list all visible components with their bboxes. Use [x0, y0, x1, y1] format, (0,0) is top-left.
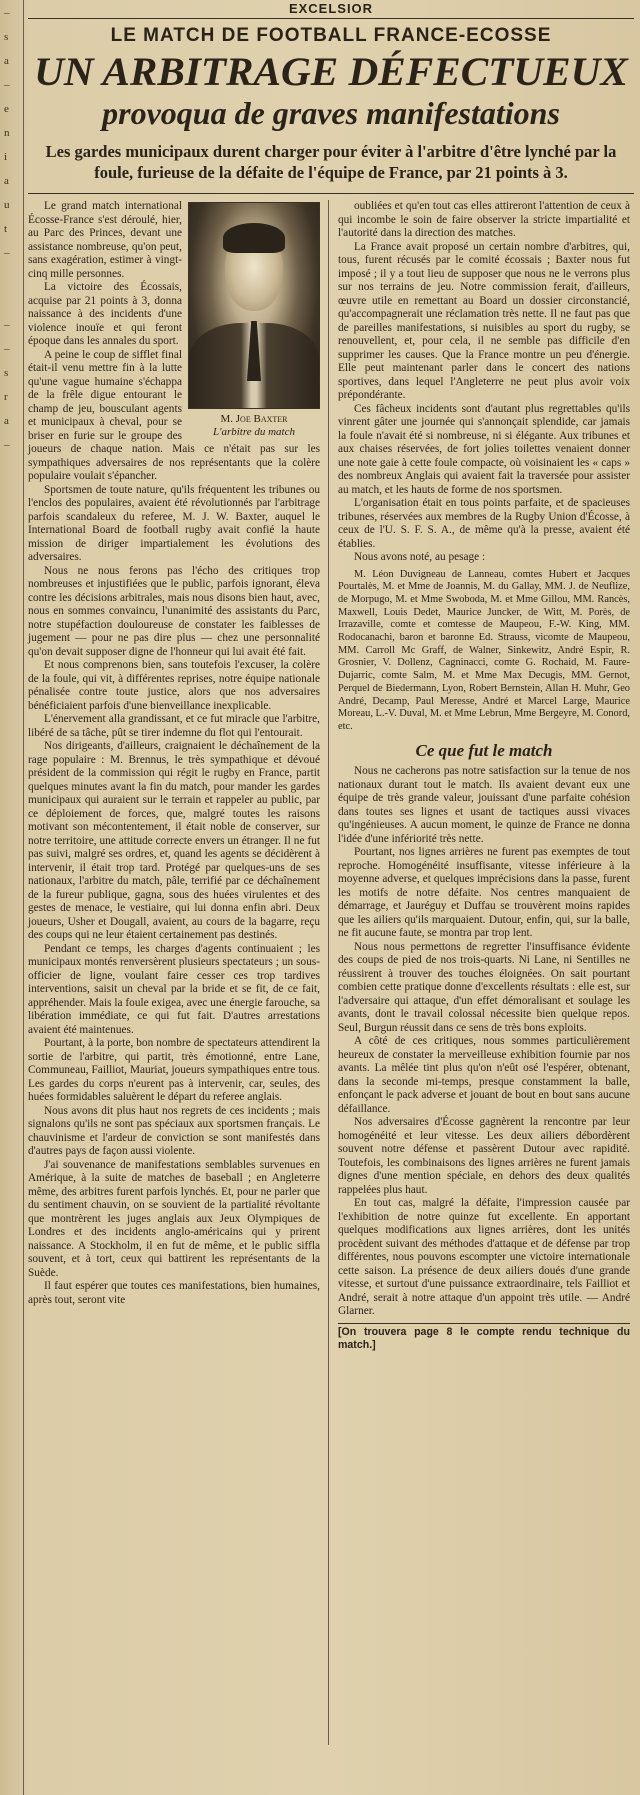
gutter-fragment: t: [4, 223, 8, 235]
gutter-fragment: –: [4, 439, 10, 451]
gutter-fragment: s: [4, 367, 9, 379]
paragraph: L'organisation était en tous points parfaite, et de spacieuses tribunes, réservées aux membres de la Rugby Union d'Écosse, à ceux de l'U. S. F. S. A., de même qu'à la presse, avaient été établies.: [338, 497, 630, 550]
headline-main: UN ARBITRAGE DÉFECTUEUX: [34, 49, 628, 94]
gutter-fragment: –: [4, 7, 10, 19]
paragraph: A côté de ces critiques, nous sommes particulièrement heureux de constater la merveilleuse exhibition fournie par nos avants. La mêlée tint plus qu'on n'eût osé l'espérer, obtenant, dans la seconde mi-temps, presque constamment la balle, enfonçant le pack adverse et jouant de bout en bout sans aucune défaillance.: [338, 1035, 630, 1115]
gutter-fragment: e: [4, 103, 9, 115]
paragraph: Nous ne cacherons pas notre satisfaction sur la tenue de nos nationaux durant tout le match. Ils avaient devant eux une équipe de très grande valeur, jouissant d'une parfaite cohésion dans toutes ses lignes et usant de tactiques aussi vivaces qu'ingénieuses. A aucun moment, le quinze de France ne donna l'idée d'une infériorité très nette.: [338, 765, 630, 845]
column-rule: [328, 200, 329, 1745]
right-text-a: [338, 200, 630, 565]
paragraph: Le grand match international Écosse-France s'est déroulé, hier, au Parc des Princes, devant une assistance nombreuse, qu'on peut, sans exagération, estimer à vingt-cinq mille personnes.: [28, 200, 182, 280]
gutter-fragment: s: [4, 31, 9, 43]
paragraph: La victoire des Écossais, acquise par 21 points à 3, donna naissance à des incidents d'une violence inouïe et qui feront époque dans les annales du sport.: [28, 281, 182, 347]
referee-photo: [188, 202, 320, 436]
gutter-fragment: [4, 294, 22, 310]
column-right: [338, 200, 630, 1352]
footer-note: [On trouvera page 8 le compte rendu technique du match.]: [338, 1323, 630, 1352]
paragraph: La France avait proposé un certain nombre d'arbitres, qui, tous, furent récusés par le comité écossais ; Baxter nous fut imposé ; il y a tout lieu de supposer que nous ne le verrons plus sur nos terrains de jeu. Notre commission ferait, d'ailleurs, œuvre utile en remettant au Board un dossier circonstancié, qu'accompagnerait une réclamation très nette. Il ne faut pas que de pareilles manifestations, si nuisibles au sport du rugby, se renouvellent, et, pour cela, il ne semble pas difficile d'en supprimer les causes. Que la France montre un peu d'énergie. Elle peut maintenant parler dans le concert des nations sportives, dans lequel l'Angleterre ne peut plus avoir voix prépondérante.: [338, 240, 630, 401]
paragraph: Pourtant, nos lignes arrières ne furent pas exemptes de tout reproche. Homogénéité insuffisante, vitesse inférieure à la moyenne adverse, et quelques imprécisions dans la passe, furent les motifs de notre défaite. Nos centres manquaient de démarrage, et Jauréguy et Duffau se trouvèrent moins rapides que les ailiers qu'ils marquaient. Dutour, enfin, qui, sur la balle, ne fit aucune faute, se montra par trop lent.: [338, 846, 630, 940]
photo-caption-name: M. Joe Baxter: [220, 413, 288, 425]
right-text-b: [338, 765, 630, 1319]
gutter-fragment: –: [4, 79, 10, 91]
paragraph: J'ai souvenance de manifestations semblables survenues en Amérique, à la suite de matches de baseball ; en Angleterre même, des arbitres furent parfois lynchés. Et, pour ne parler que du sentiment chauvin, on se souvient de la partialité révoltante que montrèrent les juges anglais aux Jeux Olympiques de Londres et des incidents anglo-américains qui y prirent naissance. A Stockholm, il en fut de même, et le public siffla souvent, et à tort, ceux qui battirent les représentants de la Suède.: [28, 1158, 320, 1279]
gutter-fragment: [4, 270, 22, 286]
paragraph: Nos adversaires d'Écosse gagnèrent la rencontre par leur homogénéité et leur vitesse. Les deux ailiers débordèrent souvent notre défense et passèrent Dutour avec rapidité. Toutefois, les combinaisons des lignes arrières ne furent jamais dignes d'une mention spéciale, en dehors des deux qualités rappelées plus haut.: [338, 1116, 630, 1196]
paragraph: Nous nous permettons de regretter l'insuffisance évidente des coups de pied de nos trois-quarts. Ni Lane, ni Sentilles ne réussirent à trouver des touches éloignées. On sait pourtant combien cette pratique donne d'excellents résultats : elle est, sur l'adversaire qui attaque, d'un effet démoralisant et soulage les avants, dont le travail colossal nécessite bien quelque repos. Seul, Burgun réussit dans ce sens de très bons exploits.: [338, 940, 630, 1034]
gutter-fragment: u: [4, 199, 10, 211]
deck: Les gardes municipaux durent charger pour éviter à l'arbitre d'être lynché par la foule, furieuse de la défaite de l'équipe de France, par 21 points à 3.: [45, 142, 617, 182]
paragraph: Pendant ce temps, les charges d'agents continuaient ; les municipaux montés renversèrent plusieurs spectateurs ; un sous-officier de ligne, voulant faire cesser ces trop tardives interventions, saisit un cheval par la bride et se fit, de ce fait, appréhender. Mais la foule exigea, avec une énergie farouche, sa libération immédiate, ce qui fut fait. D'autres arrestations avaient été maintenues.: [28, 942, 320, 1036]
masthead: EXCELSIOR: [28, 0, 634, 19]
paragraph: Et nous comprenons bien, sans toutefois l'excuser, la colère de la foule, qui vit, à différentes reprises, notre équipe nationale pénalisée contre toute justice, alors que nos adversaires bénéficiaient parfois d'une bienveillance inexplicable.: [28, 659, 320, 712]
paragraph: Nous ne nous ferons pas l'écho des critiques trop nombreuses et injustifiées que le public, parfois ignorant, éleva contre les décisions arbitrales, mais nous disons bien haut, avec, nous en sommes convaincu, l'unanimité des assistants du Parc, notre stupéfaction douloureuse de constater les faiblesses de jugement — pour ne pas dire plus — chez une personnalité qu'on devait supposer digne de l'honneur qui lui avait été fait.: [28, 564, 320, 658]
subhead: Ce que fut le match: [415, 740, 553, 760]
article: [28, 0, 634, 1351]
paragraph: L'énervement alla grandissant, et ce fut miracle que l'arbitre, libéré de sa tâche, pût se tirer indemne du flot qui l'entourait.: [28, 713, 320, 739]
paragraph: Pourtant, à la porte, bon nombre de spectateurs attendirent la sortie de l'arbitre, qui partit, très émotionné, entre Lane, Communeau, Failliot, Mauriat, joueurs sympathiques entre tous. Les gardes du corps n'eurent pas à intervenir, car, seules, des huées formidables saluèrent le départ du referee anglais.: [28, 1037, 320, 1103]
kicker: LE MATCH DE FOOTBALL FRANCE-ECOSSE: [110, 25, 552, 46]
column-left: [28, 200, 320, 1307]
gutter-fragment: –: [4, 319, 10, 331]
gutter-rule: [23, 0, 24, 1795]
gutter-fragment: –: [4, 247, 10, 259]
paragraph: Nous avons noté, au pesage :: [354, 551, 486, 563]
portrait-hair: [223, 223, 285, 253]
gutter-fragment: a: [4, 415, 9, 427]
referee-portrait: [188, 202, 320, 409]
gutter-fragment: r: [4, 391, 8, 403]
left-gutter-fragments: [0, 0, 22, 1795]
gutter-fragment: a: [4, 55, 9, 67]
photo-caption-role-text: L'arbitre du match: [212, 426, 295, 438]
paragraph: Sportsmen de toute nature, qu'ils fréquentent les tribunes ou l'enclos des populaires, avaient été révolutionnés par l'arbitrage parfois scandaleux du referee, M. J. W. Baxter, auquel le International Board de football rugby avait confié la haute mission de diriger impartialement les évolutions des adversaires.: [28, 483, 320, 563]
header-rule: [28, 193, 634, 194]
paragraph: oubliées et qu'en tout cas elles attireront l'attention de ceux à qui incombe le soin de faire observer la stricte impartialité et l'autorité dans la direction des matches.: [338, 200, 630, 239]
gutter-fragment: a: [4, 175, 9, 187]
paragraph: Ces fâcheux incidents sont d'autant plus regrettables qu'ils vinrent gâter une journée qui s'annonçait splendide, car jamais la foule n'avait été si nombreuse, ni si élégante. Aux tribunes et aux chaises réservées, de fort jolies toilettes venaient donner une note gaie à cette foule compacte, où voisinaient les « caps » des nombreux Anglais qui avaient fait la traversée pour assister au match, et les hauts de forme de nos sportsmen.: [338, 402, 630, 496]
gutter-fragment: n: [4, 127, 10, 139]
paragraph: Nous avons dit plus haut nos regrets de ces incidents ; mais signalons qu'ils ne sont pas spéciaux aux sportsmen français. Le chauvinisme et l'ardeur de conviction se sont manifestés dans d'autres pays de façon aussi violente.: [28, 1104, 320, 1157]
pesage-list: M. Léon Duvigneau de Lanneau, comtes Hubert et Jacques Pourtalès, M. et Mme de Joannis, M. du Gallay, MM. J. de Neuflize, de Morpugo, M. et Mme Swoboda, M. et Mme Gillou, MM. Rancès, Maxwell, Louis Dedet, Maurice Juncker, de Witt, M. Porès, de Irrazaville, comte et comtesse de Maupeou, F.-W. King, MM. Rodocanachi, baron et baronne Ed. Strauss, vicomte de Maupeou, MM. Carroll Mc Graff, de Walner, Sinkewitz, André Espir, R. Grosnier, V. Dollenz, Cagninacci, comte G. Rochaid, M. Faure-Dujarric, comte Salm, M. et Mme Max Decugis, MM. Gernot, Perquel de Biedermann, Lyon, Robert Bernstein, Allan H. Muhr, Geo André, Decamp, Paul Meresse, André et Marcel Large, Maurice Moreau, L.-V. Duval, M. et Mme Lebrun, Mme Bergeyre, M. Conord, etc.: [338, 568, 630, 732]
photo-caption-role: [188, 426, 320, 439]
gutter-fragment: –: [4, 343, 10, 355]
paragraph: En tout cas, malgré la défaite, l'impression causée par l'exhibition de notre quinze fut excellente. En apportant quelques modifications aux lignes arrières, dont les unités procèdent suivant des méthodes d'attaque et de défense par trop différentes, nous pouvons escompter une victoire internationale cette saison. La présence de deux ailiers doués d'une grande vitesse, et surtout d'une puissance extraordinaire, tels Failliot et André, serait à notre attaque d'un appoint très utile. — André Glarner.: [338, 1197, 630, 1318]
paragraph: Nos dirigeants, d'ailleurs, craignaient le déchaînement de la rage populaire : M. Brennus, le très sympathique et dévoué président de la commission qui régit le rugby en France, partit quelques minutes avant la fin du match, pour mander les gardes municipaux qui auraient sur le terrain et rappeler au public, par ce déploiement de forces, que, malgré toutes les raisons motivant son mécontentement, il était noble de conserver, sur notre territoire, une attitude correcte envers un étranger. Il ne fut pas suivi, malgré ses ordres, et, quand les agents se décidèrent à intervenir, il était trop tard. Protégé par quelques-uns de ses nationaux, l'arbitre du match, pâle, terrifié par ce déchaînement de la fureur publique, gagna, sous des huées virulentes et des gestes de menace, le vestiaire, qui lui donna enfin abri. Deux joueurs, Usher et Dougall, avaient, au cours de la bagarre, reçu des coups qui ne leur étaient certainement pas destinés.: [28, 740, 320, 941]
paragraph: A peine le coup de sifflet final était-il venu mettre fin à la lutte qu'une vague humaine s'échappa de la frêle digue entourant le champ de jeu, bousculant agents et municipaux à cheval, pour se briser en furie sur le groupe des joueurs de chaque nation. Mais ce n'était pas sur les sympathiques adversaires de nos représentants que la colère populaire voulait s'épancher.: [28, 348, 320, 482]
gutter-fragment: i: [4, 151, 8, 163]
paragraph: Il faut espérer que toutes ces manifestations, bien humaines, après tout, seront vite: [28, 1280, 320, 1306]
headline-sub: provoqua de graves manifestations: [102, 95, 560, 131]
